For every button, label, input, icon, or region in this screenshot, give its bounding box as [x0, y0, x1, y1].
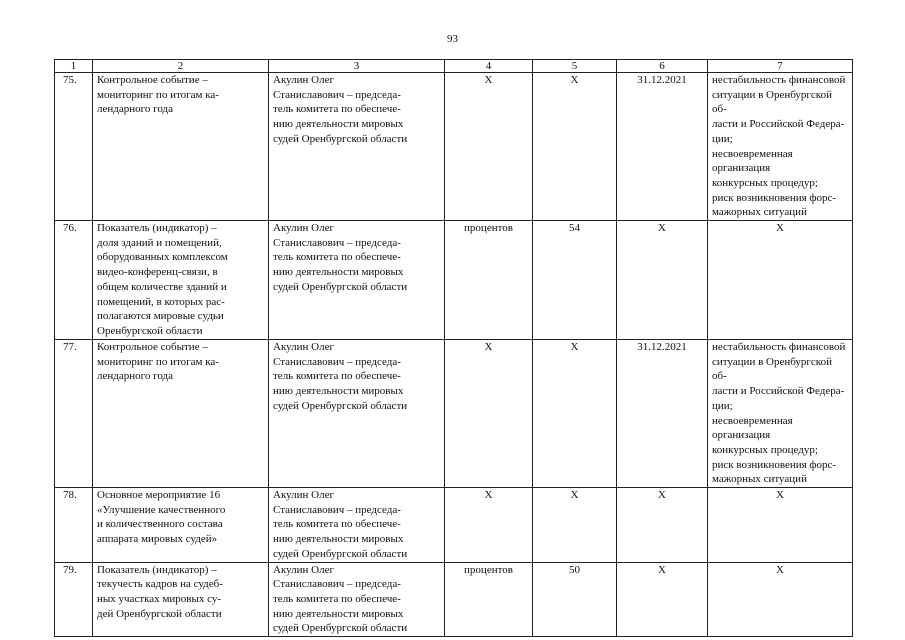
- page-number: 93: [447, 33, 458, 45]
- date-cell: 31.12.2021: [617, 340, 708, 488]
- column-header: 4: [445, 60, 533, 73]
- table-row: [55, 488, 853, 563]
- date-cell: Х: [617, 221, 708, 340]
- unit-cell: процентов: [445, 221, 533, 340]
- table-row: [55, 340, 853, 488]
- table-row: [55, 73, 853, 221]
- row-number: 76.: [55, 221, 93, 340]
- date-cell: Х: [617, 562, 708, 637]
- risks-cell: нестабильность финансовой ситуации в Оренбургской об- ласти и Российской Федера- ции; несвоевременная организация конкурсных процедур; риск возникновения форс- мажорных ситуаций: [708, 340, 853, 488]
- table-row: [55, 221, 853, 340]
- column-header: 7: [708, 60, 853, 73]
- date-cell: Х: [617, 488, 708, 563]
- risks-cell: Х: [708, 488, 853, 563]
- column-header: 1: [55, 60, 93, 73]
- table-row: [55, 562, 853, 637]
- column-header: 5: [533, 60, 617, 73]
- responsible-person: Акулин Олег Станиславович – председа- тель комитета по обеспече- нию деятельности мировых судей Оренбургской области: [269, 562, 445, 637]
- row-number: 78.: [55, 488, 93, 563]
- value-cell: 50: [533, 562, 617, 637]
- responsible-person: Акулин Олег Станиславович – председа- тель комитета по обеспече- нию деятельности мировых судей Оренбургской области: [269, 340, 445, 488]
- risks-cell: нестабильность финансовой ситуации в Оренбургской об- ласти и Российской Федера- ции; несвоевременная организация конкурсных процедур; риск возникновения форс- мажорных ситуаций: [708, 73, 853, 221]
- row-number: 75.: [55, 73, 93, 221]
- date-cell: 31.12.2021: [617, 73, 708, 221]
- value-cell: 54: [533, 221, 617, 340]
- column-header: 6: [617, 60, 708, 73]
- row-number: 79.: [55, 562, 93, 637]
- event-name: Показатель (индикатор) – доля зданий и помещений, оборудованных комплексом видео-конференц-связи, в общем количестве зданий и помещений, в которых рас- полагаются мировые судьи Оренбургской области: [93, 221, 269, 340]
- event-name: Основное мероприятие 16 «Улучшение качественного и количественного состава аппарата мировых судей»: [93, 488, 269, 563]
- row-number: 77.: [55, 340, 93, 488]
- unit-cell: Х: [445, 488, 533, 563]
- column-header: 3: [269, 60, 445, 73]
- responsible-person: Акулин Олег Станиславович – председа- тель комитета по обеспече- нию деятельности мировых судей Оренбургской области: [269, 221, 445, 340]
- unit-cell: Х: [445, 73, 533, 221]
- value-cell: Х: [533, 488, 617, 563]
- responsible-person: Акулин Олег Станиславович – председа- тель комитета по обеспече- нию деятельности мировых судей Оренбургской области: [269, 73, 445, 221]
- event-name: Контрольное событие – мониторинг по итогам ка- лендарного года: [93, 73, 269, 221]
- risks-cell: Х: [708, 221, 853, 340]
- event-name: Контрольное событие – мониторинг по итогам ка- лендарного года: [93, 340, 269, 488]
- responsible-person: Акулин Олег Станиславович – председа- тель комитета по обеспече- нию деятельности мировых судей Оренбургской области: [269, 488, 445, 563]
- column-header: 2: [93, 60, 269, 73]
- unit-cell: процентов: [445, 562, 533, 637]
- event-name: Показатель (индикатор) – текучесть кадров на судеб- ных участках мировых су- дей Оренбургской области: [93, 562, 269, 637]
- unit-cell: Х: [445, 340, 533, 488]
- value-cell: Х: [533, 73, 617, 221]
- plan-table: [54, 59, 853, 637]
- value-cell: Х: [533, 340, 617, 488]
- risks-cell: Х: [708, 562, 853, 637]
- header-row: [55, 60, 853, 73]
